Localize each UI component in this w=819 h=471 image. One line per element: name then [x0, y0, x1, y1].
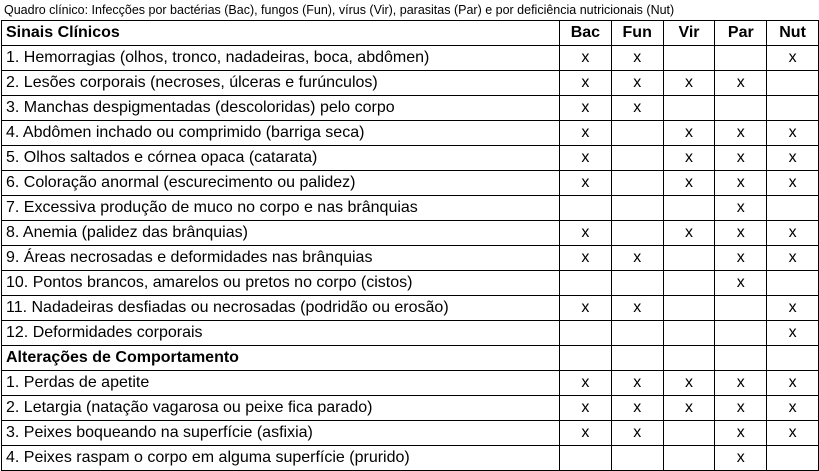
mark-cell-nut: x: [767, 396, 819, 421]
mark-cell-vir: [663, 246, 715, 271]
mark-cell-vir: x: [663, 121, 715, 146]
mark-cell-vir: [663, 421, 715, 446]
column-header-bac: Bac: [560, 21, 612, 46]
mark-cell-fun: x: [611, 46, 663, 71]
mark-cell-par: x: [715, 71, 767, 96]
mark-cell-par: x: [715, 146, 767, 171]
table-row: [2, 396, 819, 421]
mark-cell-fun: [611, 196, 663, 221]
empty-cell: [715, 346, 767, 371]
row-label: 2. Letargia (natação vagarosa ou peixe fica parado): [2, 396, 560, 421]
mark-cell-fun: [611, 221, 663, 246]
table-row: [2, 421, 819, 446]
mark-cell-bac: x: [560, 171, 612, 196]
section-title: Alterações de Comportamento: [2, 346, 560, 371]
mark-cell-vir: x: [663, 146, 715, 171]
mark-cell-vir: [663, 321, 715, 346]
table-row: [2, 371, 819, 396]
mark-cell-nut: x: [767, 246, 819, 271]
table-row: [2, 171, 819, 196]
mark-cell-nut: x: [767, 146, 819, 171]
section-header-row: [2, 21, 819, 46]
mark-cell-nut: x: [767, 371, 819, 396]
mark-cell-vir: [663, 296, 715, 321]
mark-cell-fun: [611, 121, 663, 146]
mark-cell-bac: x: [560, 46, 612, 71]
mark-cell-bac: x: [560, 371, 612, 396]
mark-cell-bac: x: [560, 221, 612, 246]
row-label: 1. Hemorragias (olhos, tronco, nadadeiras, boca, abdômen): [2, 46, 560, 71]
table-row: [2, 221, 819, 246]
mark-cell-vir: [663, 46, 715, 71]
mark-cell-par: [715, 96, 767, 121]
mark-cell-vir: x: [663, 371, 715, 396]
row-label: 7. Excessiva produção de muco no corpo e nas brânquias: [2, 196, 560, 221]
mark-cell-vir: x: [663, 171, 715, 196]
mark-cell-nut: x: [767, 321, 819, 346]
mark-cell-fun: [611, 171, 663, 196]
mark-cell-nut: [767, 446, 819, 471]
mark-cell-par: x: [715, 121, 767, 146]
mark-cell-fun: x: [611, 71, 663, 96]
table-row: [2, 246, 819, 271]
table-row: [2, 46, 819, 71]
mark-cell-bac: x: [560, 146, 612, 171]
mark-cell-par: x: [715, 221, 767, 246]
mark-cell-bac: x: [560, 96, 612, 121]
table-row: [2, 146, 819, 171]
mark-cell-fun: x: [611, 296, 663, 321]
row-label: 3. Manchas despigmentadas (descoloridas) pelo corpo: [2, 96, 560, 121]
row-label: 12. Deformidades corporais: [2, 321, 560, 346]
mark-cell-bac: [560, 446, 612, 471]
empty-cell: [611, 346, 663, 371]
mark-cell-vir: [663, 196, 715, 221]
column-header-nut: Nut: [767, 21, 819, 46]
row-label: 5. Olhos saltados e córnea opaca (catarata): [2, 146, 560, 171]
empty-cell: [767, 346, 819, 371]
section-title: Sinais Clínicos: [2, 21, 560, 46]
mark-cell-par: [715, 296, 767, 321]
mark-cell-bac: x: [560, 396, 612, 421]
table-row: [2, 71, 819, 96]
table-row: [2, 446, 819, 471]
mark-cell-bac: x: [560, 296, 612, 321]
mark-cell-vir: [663, 446, 715, 471]
mark-cell-par: [715, 321, 767, 346]
table-row: [2, 271, 819, 296]
row-label: 4. Abdômen inchado ou comprimido (barriga seca): [2, 121, 560, 146]
row-label: 6. Coloração anormal (escurecimento ou palidez): [2, 171, 560, 196]
mark-cell-nut: [767, 271, 819, 296]
mark-cell-par: x: [715, 371, 767, 396]
mark-cell-fun: [611, 321, 663, 346]
table-caption: Quadro clínico: Infecções por bactérias (Bac), fungos (Fun), vírus (Vir), parasitas (Par) e por deficiência nutricionais (Nut): [4, 3, 675, 17]
mark-cell-bac: [560, 271, 612, 296]
mark-cell-vir: [663, 96, 715, 121]
row-label: 1. Perdas de apetite: [2, 371, 560, 396]
section-header-row: [2, 346, 819, 371]
mark-cell-bac: x: [560, 121, 612, 146]
row-label: 8. Anemia (palidez das brânquias): [2, 221, 560, 246]
mark-cell-bac: x: [560, 71, 612, 96]
empty-cell: [663, 346, 715, 371]
column-header-par: Par: [715, 21, 767, 46]
mark-cell-par: x: [715, 271, 767, 296]
clinical-signs-table: [1, 20, 819, 471]
mark-cell-fun: x: [611, 421, 663, 446]
mark-cell-nut: x: [767, 296, 819, 321]
table-row: [2, 121, 819, 146]
mark-cell-nut: x: [767, 121, 819, 146]
mark-cell-fun: x: [611, 396, 663, 421]
mark-cell-fun: x: [611, 96, 663, 121]
mark-cell-par: [715, 46, 767, 71]
mark-cell-bac: x: [560, 246, 612, 271]
mark-cell-par: x: [715, 246, 767, 271]
row-label: 10. Pontos brancos, amarelos ou pretos no corpo (cistos): [2, 271, 560, 296]
mark-cell-par: x: [715, 446, 767, 471]
mark-cell-nut: x: [767, 421, 819, 446]
row-label: 11. Nadadeiras desfiadas ou necrosadas (podridão ou erosão): [2, 296, 560, 321]
empty-cell: [560, 346, 612, 371]
row-label: 2. Lesões corporais (necroses, úlceras e furúnculos): [2, 71, 560, 96]
mark-cell-vir: x: [663, 71, 715, 96]
mark-cell-nut: [767, 196, 819, 221]
mark-cell-vir: x: [663, 396, 715, 421]
mark-cell-nut: x: [767, 46, 819, 71]
mark-cell-par: x: [715, 396, 767, 421]
mark-cell-par: x: [715, 421, 767, 446]
mark-cell-fun: [611, 271, 663, 296]
row-label: 4. Peixes raspam o corpo em alguma superfície (prurido): [2, 446, 560, 471]
mark-cell-nut: [767, 96, 819, 121]
mark-cell-nut: x: [767, 171, 819, 196]
mark-cell-fun: [611, 446, 663, 471]
row-label: 3. Peixes boqueando na superfície (asfixia): [2, 421, 560, 446]
column-header-vir: Vir: [663, 21, 715, 46]
mark-cell-fun: x: [611, 246, 663, 271]
row-label: 9. Áreas necrosadas e deformidades nas brânquias: [2, 246, 560, 271]
mark-cell-bac: [560, 321, 612, 346]
mark-cell-vir: [663, 271, 715, 296]
mark-cell-vir: x: [663, 221, 715, 246]
table-row: [2, 196, 819, 221]
mark-cell-fun: [611, 146, 663, 171]
mark-cell-nut: [767, 71, 819, 96]
mark-cell-par: x: [715, 171, 767, 196]
mark-cell-par: x: [715, 196, 767, 221]
mark-cell-fun: x: [611, 371, 663, 396]
mark-cell-bac: [560, 196, 612, 221]
table-row: [2, 321, 819, 346]
table-row: [2, 96, 819, 121]
column-header-fun: Fun: [611, 21, 663, 46]
mark-cell-bac: x: [560, 421, 612, 446]
table-row: [2, 296, 819, 321]
mark-cell-nut: x: [767, 221, 819, 246]
